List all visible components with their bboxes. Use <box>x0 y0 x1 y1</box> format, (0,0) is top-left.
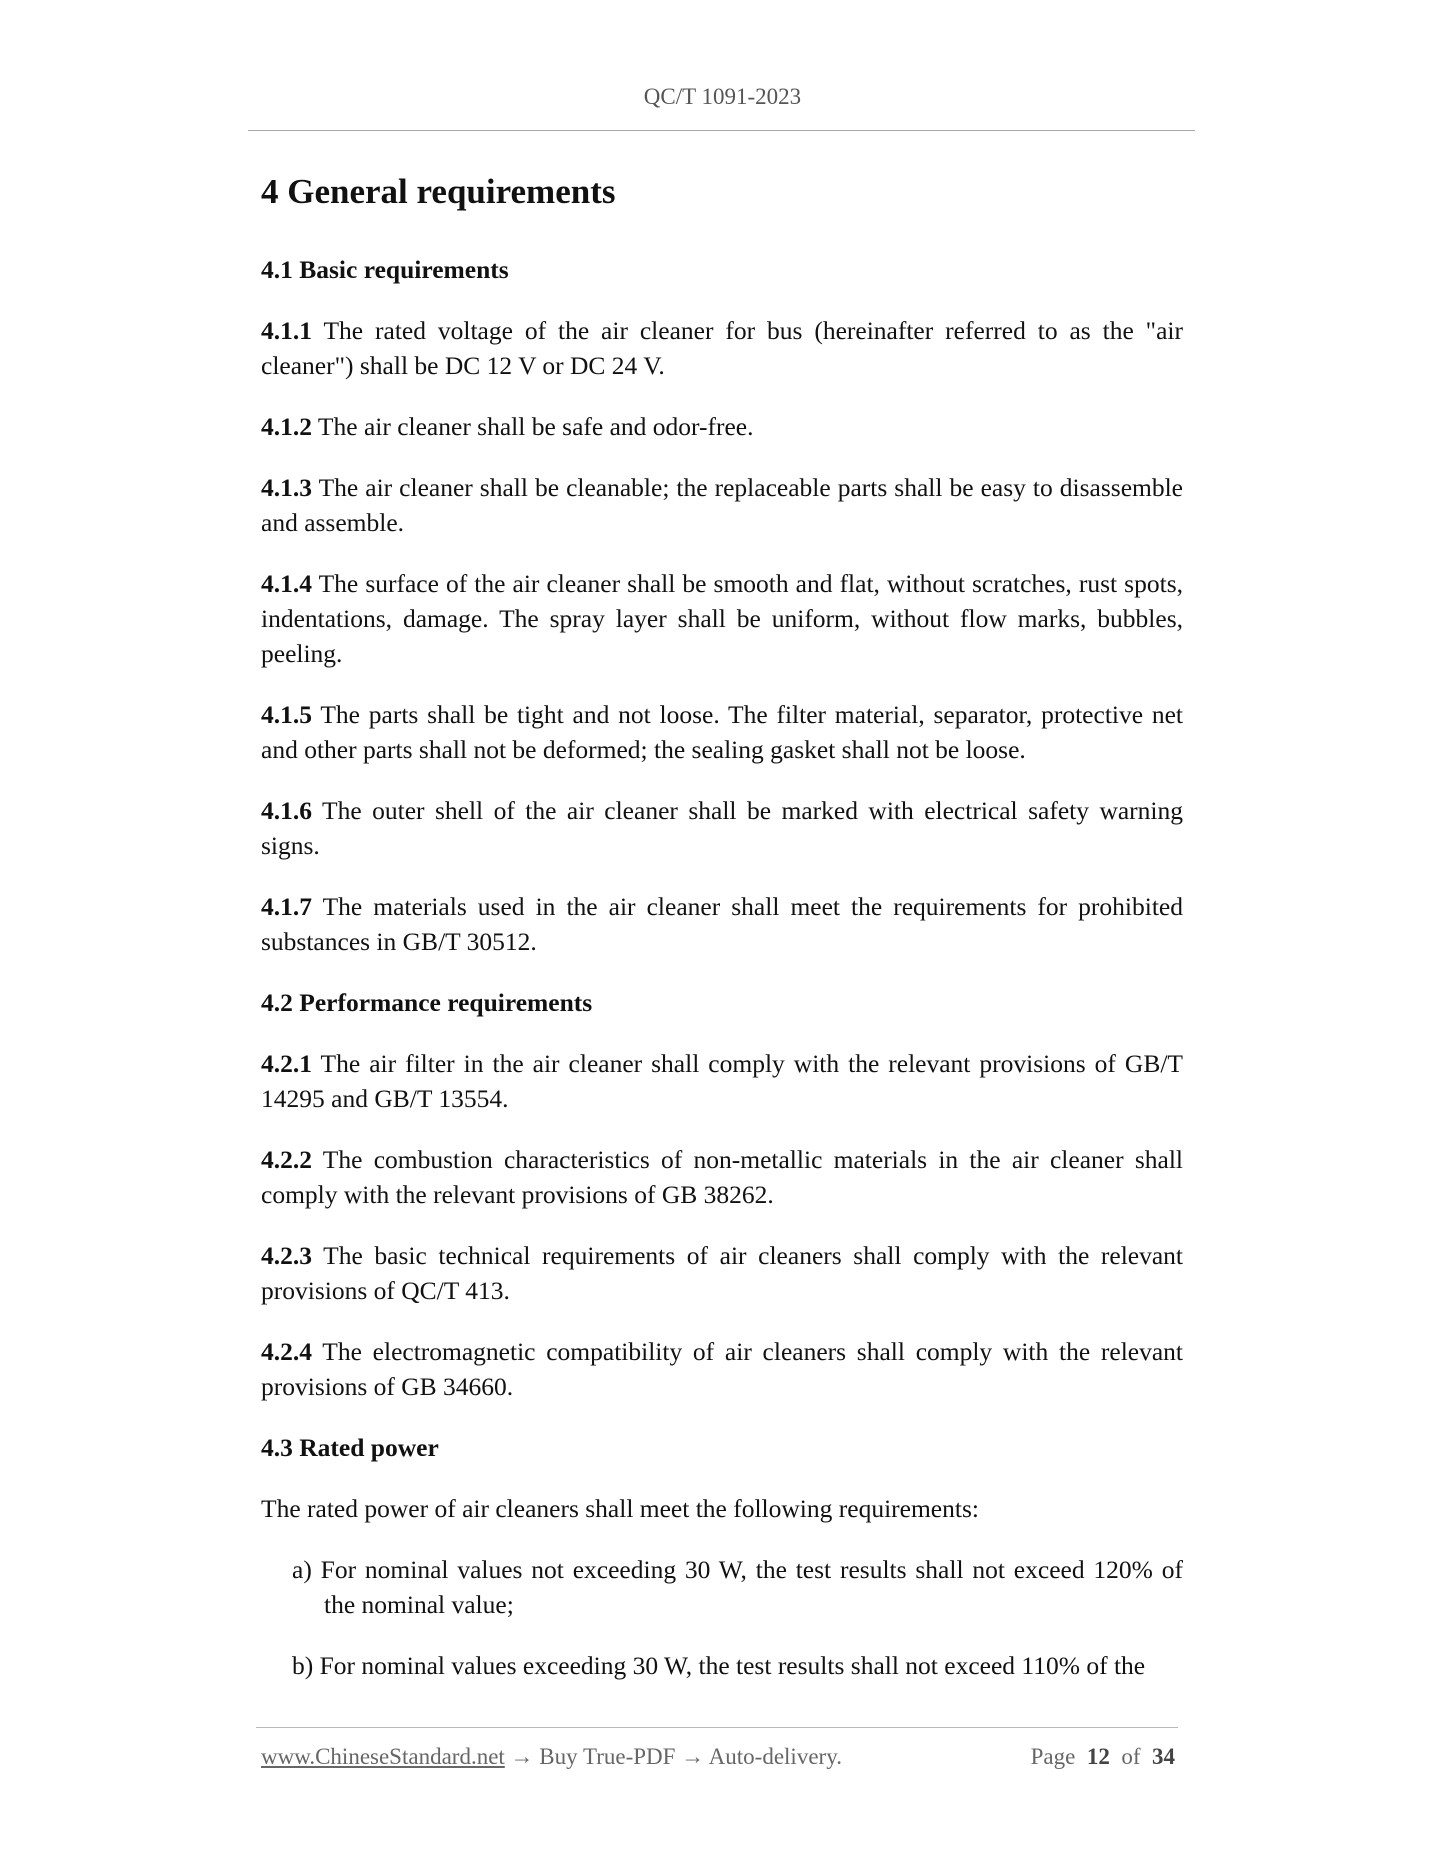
clause-text: The surface of the air cleaner shall be smooth and flat, without scratches, rust spots, indentations, damage. The spray layer shall be uniform, without flow marks, bubbles, peeling. <box>261 569 1183 668</box>
clause-4-1-6 <box>261 793 1183 863</box>
page-label: Page <box>1030 1744 1076 1769</box>
subsection-title-4-1: 4.1 Basic requirements <box>261 255 509 284</box>
clause-4-1-1 <box>261 313 1183 383</box>
clause-text: The parts shall be tight and not loose. The filter material, separator, protective net and other parts shall not be deformed; the sealing gasket shall not be loose. <box>261 700 1183 764</box>
clause-number: 4.2.3 <box>261 1241 312 1270</box>
list-item-a: a) For nominal values not exceeding 30 W, the test results shall not exceed 120% of the nominal value; <box>292 1555 1183 1619</box>
clause-number: 4.1.2 <box>261 412 312 441</box>
clause-number: 4.1.1 <box>261 316 312 345</box>
section-heading: 4 General requirements <box>261 172 616 211</box>
footer-divider <box>256 1727 1178 1728</box>
clause-4-1-2 <box>261 409 1183 444</box>
clause-text: The rated voltage of the air cleaner for bus (hereinafter referred to as the "air cleaner") shall be DC 12 V or DC 24 V. <box>261 316 1183 380</box>
clause-4-2-2 <box>261 1142 1183 1212</box>
arrow-right-icon: → <box>681 1744 705 1769</box>
auto-delivery-text: Auto-delivery. <box>708 1744 842 1769</box>
subsection-title-4-3: 4.3 Rated power <box>261 1433 439 1462</box>
clause-number: 4.2.2 <box>261 1145 312 1174</box>
clause-number: 4.1.3 <box>261 473 312 502</box>
page-indicator <box>1031 1744 1175 1770</box>
clause-4-2-3 <box>261 1238 1183 1308</box>
of-label: of <box>1121 1744 1141 1769</box>
list-item-b: b) For nominal values exceeding 30 W, the test results shall not exceed 110% of the <box>292 1651 1146 1680</box>
clause-number: 4.2.4 <box>261 1337 312 1366</box>
clause-text: The combustion characteristics of non-metallic materials in the air cleaner shall comply with the relevant provisions of GB 38262. <box>261 1145 1183 1209</box>
arrow-right-icon: → <box>510 1744 534 1769</box>
total-pages-number: 34 <box>1152 1744 1175 1769</box>
clause-text: The air filter in the air cleaner shall comply with the relevant provisions of GB/T 14295 and GB/T 13554. <box>261 1049 1183 1113</box>
footer-links <box>261 1744 842 1770</box>
current-page-number: 12 <box>1086 1744 1110 1769</box>
website-link[interactable]: www.ChineseStandard.net <box>261 1744 505 1769</box>
clause-4-1-5 <box>261 697 1183 767</box>
rated-power-intro: The rated power of air cleaners shall meet the following requirements: <box>261 1494 979 1523</box>
clause-text: The materials used in the air cleaner shall meet the requirements for prohibited substances in GB/T 30512. <box>261 892 1183 956</box>
page-content <box>261 170 1183 1709</box>
buy-pdf-text: Buy True-PDF <box>539 1744 676 1769</box>
clause-number: 4.1.7 <box>261 892 312 921</box>
clause-number: 4.1.6 <box>261 796 312 825</box>
clause-4-1-7 <box>261 889 1183 959</box>
clause-text: The electromagnetic compatibility of air cleaners shall comply with the relevant provisions of GB 34660. <box>261 1337 1183 1401</box>
clause-text: The air cleaner shall be safe and odor-free. <box>317 412 754 441</box>
clause-number: 4.1.4 <box>261 569 312 598</box>
clause-number: 4.1.5 <box>261 700 312 729</box>
subsection-title-4-2: 4.2 Performance requirements <box>261 988 593 1017</box>
clause-text: The outer shell of the air cleaner shall be marked with electrical safety warning signs. <box>261 796 1184 860</box>
clause-4-1-4 <box>261 566 1183 671</box>
clause-4-1-3 <box>261 470 1183 540</box>
header-divider <box>248 130 1195 131</box>
clause-4-2-1 <box>261 1046 1183 1116</box>
clause-text: The air cleaner shall be cleanable; the replaceable parts shall be easy to disassemble and assemble. <box>261 473 1184 537</box>
clause-text: The basic technical requirements of air cleaners shall comply with the relevant provisions of QC/T 413. <box>261 1241 1183 1305</box>
clause-4-2-4 <box>261 1334 1183 1404</box>
clause-number: 4.2.1 <box>261 1049 312 1078</box>
document-code-header: QC/T 1091-2023 <box>643 84 802 109</box>
